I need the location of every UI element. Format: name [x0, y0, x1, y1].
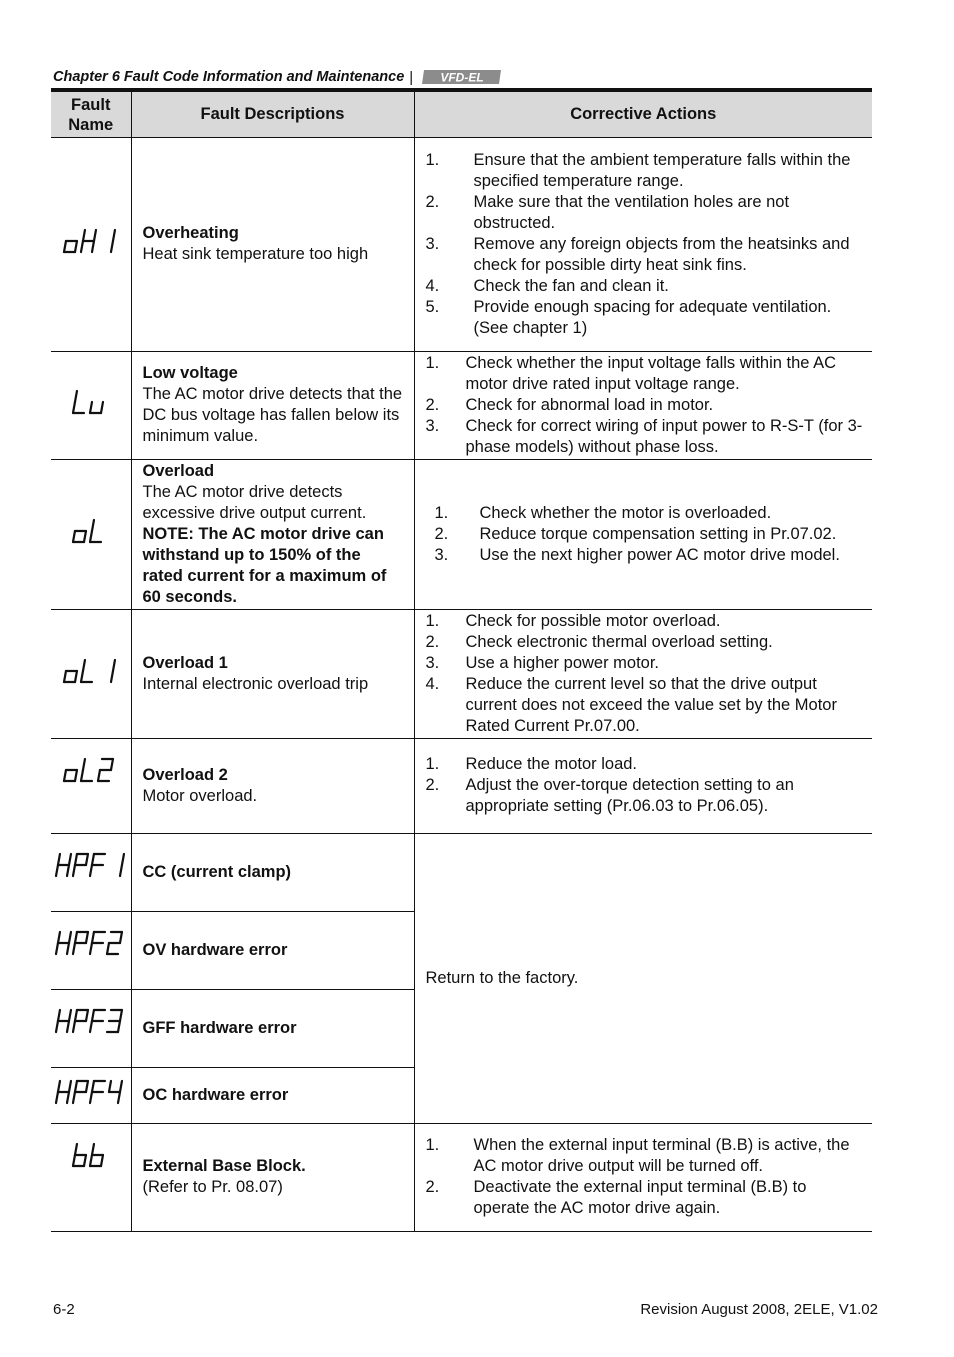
seven-segment-code — [72, 1142, 110, 1168]
led-segment — [69, 932, 71, 943]
column-header-fault-descriptions: Fault Descriptions — [131, 90, 414, 137]
seven-segment-code — [55, 1079, 127, 1105]
led-segment — [75, 854, 77, 865]
led-segment — [86, 1081, 88, 1092]
seven-segment-code — [55, 930, 127, 956]
led-segment — [73, 402, 75, 413]
led-segment — [56, 1092, 58, 1103]
action-number: 2. — [425, 776, 440, 794]
fault-description — [131, 911, 414, 989]
action-number: 4. — [425, 276, 440, 295]
fault-note: NOTE: The AC motor drive can withstand up to 150% of the rated current for a maximum of 60 seconds. — [142, 524, 387, 606]
fault-code-ol — [51, 459, 131, 609]
fault-detail: Heat sink temperature too high — [142, 245, 369, 263]
led-segment — [92, 932, 94, 943]
action-item — [426, 234, 865, 276]
action-text: Reduce torque compensation setting in Pr.07.02. — [479, 524, 837, 543]
led-segment — [58, 854, 60, 865]
led-segment — [122, 854, 124, 865]
action-number: 1. — [425, 353, 440, 372]
led-segment — [81, 671, 83, 682]
page-header — [53, 67, 502, 87]
table-row — [51, 459, 872, 609]
svg-text:VFD-EL: VFD-EL — [440, 70, 484, 85]
led-segment — [86, 932, 88, 943]
column-header-corrective-actions: Corrective Actions — [414, 90, 872, 137]
action-list — [426, 1135, 865, 1219]
led-segment — [90, 1155, 92, 1166]
action-item — [426, 395, 865, 416]
action-item — [426, 1177, 865, 1219]
led-segment — [67, 1092, 69, 1103]
action-number: 2. — [434, 524, 449, 543]
fault-code-oh1 — [51, 137, 131, 351]
fault-detail: (Refer to Pr. 08.07) — [142, 1178, 283, 1196]
action-number: 1. — [425, 611, 440, 630]
led-segment — [56, 943, 58, 954]
seven-segment-code — [63, 228, 118, 254]
action-text: Reduce the motor load. — [465, 755, 638, 773]
corrective-actions-hpf — [414, 833, 872, 1123]
action-text: Deactivate the external input terminal (B.B) to operate the AC motor drive again. — [473, 1178, 807, 1217]
action-list — [426, 754, 865, 817]
fault-title: Low voltage — [142, 364, 238, 382]
led-segment — [81, 241, 83, 252]
fault-description — [131, 738, 414, 833]
fault-title: Overload 1 — [142, 653, 228, 672]
led-segment — [69, 1081, 71, 1092]
led-segment — [90, 943, 92, 954]
led-segment — [69, 854, 71, 865]
corrective-actions — [414, 1123, 872, 1231]
action-text: Check whether the input voltage falls within the AC motor drive rated input voltage range. — [465, 353, 837, 393]
action-number: 1. — [434, 503, 449, 522]
fault-description — [131, 833, 414, 911]
fault-title: Overheating — [142, 224, 239, 242]
seven-segment-code — [55, 1008, 127, 1034]
action-item — [426, 353, 865, 395]
led-segment — [98, 770, 100, 781]
action-number: 5. — [425, 297, 440, 316]
action-text: Check whether the motor is overloaded. — [479, 503, 772, 522]
led-segment — [118, 1021, 120, 1032]
led-segment — [83, 759, 85, 770]
led-segment — [90, 1092, 92, 1103]
fault-title: OV hardware error — [142, 940, 288, 959]
led-segment — [73, 1155, 75, 1166]
action-item — [426, 1135, 865, 1177]
fault-title: GFF hardware error — [142, 1018, 297, 1037]
fault-code-hpf1 — [51, 833, 131, 911]
action-item — [426, 611, 865, 632]
led-segment — [111, 759, 113, 770]
fault-code-hpf4 — [51, 1067, 131, 1123]
led-segment — [73, 531, 75, 542]
led-segment — [90, 402, 92, 413]
action-item — [426, 545, 865, 566]
led-segment — [58, 1081, 60, 1092]
action-number: 2. — [425, 395, 440, 414]
action-item — [426, 276, 865, 297]
led-segment — [92, 1081, 94, 1092]
revision-info: Revision August 2008, 2ELE, V1.02 — [640, 1301, 878, 1318]
action-item — [426, 775, 865, 817]
page-number: 6-2 — [53, 1301, 75, 1318]
led-segment — [90, 1021, 92, 1032]
action-item — [426, 192, 865, 234]
led-segment — [75, 1010, 77, 1021]
vfd-el-logo — [422, 69, 502, 85]
led-segment — [73, 943, 75, 954]
fault-detail: The AC motor drive detects that the DC bus voltage has fallen below its minimum value. — [142, 385, 403, 445]
led-segment — [67, 1021, 69, 1032]
seven-segment-code — [63, 658, 118, 684]
fault-description — [131, 137, 414, 351]
led-segment — [75, 1144, 77, 1155]
led-segment — [90, 531, 92, 542]
led-segment — [92, 520, 94, 531]
action-item — [426, 503, 865, 524]
action-text: Use the next higher power AC motor drive model. — [479, 545, 840, 564]
fault-title: Overload 2 — [142, 765, 228, 784]
led-segment — [83, 660, 85, 671]
return-to-factory-text: Return to the factory. — [425, 968, 579, 987]
fault-description — [131, 459, 414, 609]
led-segment — [111, 241, 113, 252]
action-number: 3. — [425, 416, 440, 435]
led-segment — [101, 1155, 103, 1166]
action-item — [426, 632, 865, 653]
corrective-actions — [414, 609, 872, 738]
corrective-actions — [414, 137, 872, 351]
action-item — [426, 754, 865, 775]
led-segment — [75, 241, 77, 252]
action-item — [426, 653, 865, 674]
fault-table — [51, 88, 872, 1232]
action-item — [426, 674, 865, 737]
action-list — [426, 353, 865, 458]
fault-title: OC hardware error — [142, 1085, 289, 1104]
led-segment — [73, 865, 75, 876]
action-number: 2. — [425, 632, 440, 651]
seven-segment-code — [55, 852, 127, 878]
fault-code-hpf3 — [51, 989, 131, 1067]
led-segment — [75, 932, 77, 943]
action-number: 1. — [425, 755, 440, 773]
fault-detail: The AC motor drive detects excessive drive output current. — [142, 482, 367, 522]
led-segment — [94, 230, 96, 241]
led-segment — [69, 1010, 71, 1021]
table-row — [51, 351, 872, 459]
led-segment — [75, 1081, 77, 1092]
led-segment — [92, 241, 94, 252]
led-segment — [92, 854, 94, 865]
led-segment — [67, 865, 69, 876]
led-segment — [83, 230, 85, 241]
led-segment — [107, 943, 109, 954]
led-segment — [58, 932, 60, 943]
action-text: Check the fan and clean it. — [473, 276, 669, 295]
led-segment — [73, 1092, 75, 1103]
fault-description — [131, 1067, 414, 1123]
led-segment — [111, 671, 113, 682]
table-header-row — [51, 90, 872, 137]
led-segment — [120, 1010, 122, 1021]
action-list — [426, 150, 865, 339]
fault-title: Overload — [142, 461, 215, 480]
led-segment — [64, 770, 66, 781]
action-text: Remove any foreign objects from the heatsinks and check for possible dirty heat sink fins. — [473, 234, 850, 274]
led-segment — [90, 865, 92, 876]
seven-segment-code — [72, 518, 110, 544]
led-segment — [86, 854, 88, 865]
led-segment — [73, 1021, 75, 1032]
action-list — [426, 611, 865, 737]
led-segment — [109, 1081, 111, 1092]
table-row — [51, 1123, 872, 1231]
action-item — [426, 524, 865, 545]
led-segment — [120, 865, 122, 876]
action-text: Provide enough spacing for adequate ventilation. (See chapter 1) — [473, 297, 832, 337]
action-number: 1. — [425, 150, 440, 169]
action-list — [426, 503, 865, 566]
table-row — [51, 137, 872, 351]
action-number: 3. — [425, 234, 440, 253]
action-text: Make sure that the ventilation holes are not obstructed. — [473, 192, 790, 232]
column-header-fault-name: Fault Name — [51, 90, 131, 137]
led-segment — [58, 1010, 60, 1021]
table-row — [51, 833, 872, 911]
action-text: Reduce the current level so that the drive output current does not exceed the value set by the Motor Rated Current Pr.07.00. — [465, 674, 837, 735]
corrective-actions — [414, 459, 872, 609]
fault-code-ol2 — [51, 738, 131, 833]
fault-detail: Internal electronic overload trip — [142, 674, 369, 693]
led-segment — [92, 1010, 94, 1021]
fault-description — [131, 1123, 414, 1231]
fault-description — [131, 609, 414, 738]
led-segment — [84, 1155, 86, 1166]
action-text: Check electronic thermal overload setting. — [465, 632, 773, 651]
led-segment — [120, 1081, 122, 1092]
action-text: Check for correct wiring of input power to R-S-T (for 3-phase models) without phase loss. — [465, 416, 863, 456]
fault-title: CC (current clamp) — [142, 862, 292, 881]
led-segment — [81, 770, 83, 781]
action-text: Check for abnormal load in motor. — [465, 395, 714, 414]
led-segment — [56, 865, 58, 876]
led-segment — [75, 391, 77, 402]
led-segment — [113, 230, 115, 241]
led-segment — [92, 1144, 94, 1155]
fault-code-ol1 — [51, 609, 131, 738]
led-segment — [84, 531, 86, 542]
action-item — [426, 150, 865, 192]
action-number: 2. — [425, 192, 440, 211]
fault-code-bb — [51, 1123, 131, 1231]
action-number: 3. — [434, 545, 449, 564]
seven-segment-code — [63, 757, 118, 783]
action-number: 2. — [425, 1178, 440, 1196]
led-segment — [67, 943, 69, 954]
action-text: Adjust the over-torque detection setting to an appropriate setting (Pr.06.03 to Pr.06.05). — [465, 776, 794, 815]
led-segment — [64, 241, 66, 252]
fault-code-hpf2 — [51, 911, 131, 989]
fault-detail: Motor overload. — [142, 786, 258, 805]
action-number: 1. — [425, 1136, 440, 1154]
fault-title: External Base Block. — [142, 1157, 306, 1175]
led-segment — [75, 671, 77, 682]
fault-description — [131, 351, 414, 459]
fault-code-lu — [51, 351, 131, 459]
led-segment — [113, 660, 115, 671]
seven-segment-code — [72, 389, 110, 415]
action-text: Check for possible motor overload. — [465, 611, 721, 630]
led-segment — [118, 1092, 120, 1103]
led-segment — [64, 671, 66, 682]
corrective-actions — [414, 351, 872, 459]
led-segment — [56, 1021, 58, 1032]
action-number: 3. — [425, 653, 440, 672]
led-segment — [86, 1010, 88, 1021]
led-segment — [120, 932, 122, 943]
corrective-actions — [414, 738, 872, 833]
action-item — [426, 416, 865, 458]
led-segment — [101, 402, 103, 413]
table-row — [51, 738, 872, 833]
action-item — [426, 297, 865, 339]
action-text: Ensure that the ambient temperature falls within the specified temperature range. — [473, 150, 851, 190]
action-number: 4. — [425, 674, 440, 693]
action-text: When the external input terminal (B.B) is active, the AC motor drive output will be turned off. — [473, 1136, 850, 1175]
action-text: Use a higher power motor. — [465, 653, 660, 672]
chapter-title: Chapter 6 Fault Code Information and Maintenance — [53, 69, 405, 85]
fault-description — [131, 989, 414, 1067]
led-segment — [75, 770, 77, 781]
table-row — [51, 609, 872, 738]
header-separator: | — [409, 68, 414, 86]
